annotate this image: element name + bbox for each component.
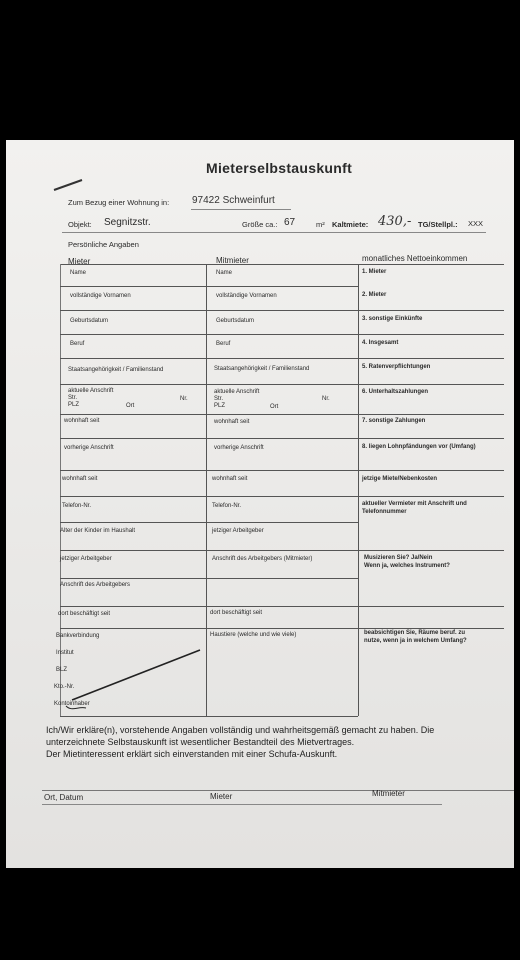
institut-label: Institut [56, 650, 74, 656]
blz-label: BLZ [56, 667, 68, 673]
mieter-nr-label: Nr. [180, 396, 188, 402]
einkommen-3: 3. sonstige Einkünfte [362, 316, 423, 322]
mieter-beschaeftigt-label: dort beschäftigt seit [58, 611, 111, 617]
mitmieter-str-label: Str. [214, 396, 224, 402]
einkommen-raeume-1: beabsichtigen Sie, Räume beruf. zu [364, 630, 466, 636]
einkommen-vermieter-2: Telefonnummer [362, 509, 407, 515]
mieter-arbeitgeber-label: jetziger Arbeitgeber [60, 556, 112, 562]
mitmieter-vorherige-label: vorherige Anschrift [214, 445, 264, 451]
mieter-name-label: Name [70, 270, 87, 276]
mieter-ort-label: Ort [126, 403, 135, 409]
anschrift-ag-label: Anschrift des Arbeitgebers [60, 582, 131, 588]
declaration-line-2: unterzeichnete Selbstauskunft ist wesentlicher Bestandteil des Mietvertrages. [46, 737, 355, 747]
einkommen-8: 8. liegen Lohnpfändungen vor (Umfang) [362, 444, 476, 450]
einkommen-raeume-2: nutze, wenn ja in welchem Umfang? [364, 638, 467, 644]
bezug-value: 97422 Schweinfurt [192, 195, 275, 206]
mitmieter-plz-label: PLZ [214, 403, 226, 409]
mitmieter-vornamen-label: vollständige Vornamen [216, 293, 277, 299]
kontoinhaber-label: Kontoinhaber [54, 701, 90, 707]
anschrift-ag-mit-label: Anschrift des Arbeitgebers (Mitmieter) [212, 556, 313, 562]
tg-value: XXX [468, 219, 484, 228]
mieter-signature-label: Mieter [210, 792, 233, 801]
qm-label: m² [316, 220, 325, 229]
einkommen-miete: jetzige Miete/Nebenkosten [362, 476, 438, 482]
kinder-label: Alter der Kinder im Haushalt [60, 528, 136, 534]
mitmieter-anschrift-label: aktuelle Anschrift [214, 389, 260, 395]
einkommen-1: 1. Mieter [362, 269, 387, 275]
strike-line [72, 650, 200, 700]
tg-label: TG/Stellpl.: [418, 220, 458, 229]
einkommen-6: 6. Unterhaltszahlungen [362, 389, 429, 395]
declaration-line-1: Ich/Wir erkläre(n), vorstehende Angaben vollständig und wahrheitsgemäß gemacht zu haben. Die [46, 725, 435, 735]
einkommen-2: 2. Mieter [362, 292, 387, 298]
mieter-wohnhaft-label: wohnhaft seit [64, 418, 100, 424]
mieter-str-label: Str. [68, 395, 78, 401]
einkommen-7: 7. sonstige Zahlungen [362, 418, 426, 424]
mieter-vornamen-label: vollständige Vornamen [70, 293, 131, 299]
mitmieter-beschaeftigt-label: dort beschäftigt seit [210, 610, 263, 616]
mitmieter-name-label: Name [216, 270, 233, 276]
mieter-staat-label: Staatsangehörigkeit / Familienstand [68, 367, 164, 373]
mitmieter-wohnhaft-label: wohnhaft seit [214, 419, 250, 425]
kto-label: Kto.-Nr. [54, 684, 75, 690]
einkommen-vermieter-1: aktueller Vermieter mit Anschrift und [362, 501, 467, 507]
mieter-geburtsdatum-label: Geburtsdatum [70, 318, 109, 324]
pen-mark [54, 180, 82, 190]
mitmieter-beruf-label: Beruf [216, 341, 231, 347]
einkommen-musizieren-2: Wenn ja, welches Instrument? [364, 563, 450, 569]
mitmieter-arbeitgeber-label: jetziger Arbeitgeber [212, 528, 264, 534]
groesse-value: 67 [284, 217, 296, 228]
mitmieter-telefon-label: Telefon-Nr. [212, 503, 242, 509]
document-title: Mieterselbstauskunft [206, 160, 353, 176]
mieter-wohnhaft2-label: wohnhaft seit [62, 476, 98, 482]
groesse-label: Größe ca.: [242, 220, 278, 229]
einkommen-4: 4. Insgesamt [362, 340, 399, 346]
mitmieter-wohnhaft2-label: wohnhaft seit [212, 476, 248, 482]
bezug-label: Zum Bezug einer Wohnung in: [68, 198, 170, 207]
einkommen-musizieren-1: Musizieren Sie? Ja/Nein [364, 555, 433, 561]
mitmieter-nr-label: Nr. [322, 396, 330, 402]
mieter-anschrift-label: aktuelle Anschrift [68, 388, 114, 394]
bank-label: Bankverbindung [56, 633, 100, 639]
kaltmiete-value: 430,- [378, 214, 412, 229]
mieter-vorherige-label: vorherige Anschrift [64, 445, 114, 451]
col-mieter: Mieter [68, 257, 91, 266]
mitmieter-signature-label: Mitmieter [372, 789, 405, 798]
objekt-label: Objekt: [68, 220, 92, 229]
einkommen-5: 5. Ratenverpflichtungen [362, 364, 431, 370]
mieter-telefon-label: Telefon-Nr. [62, 503, 92, 509]
ort-datum-label: Ort, Datum [44, 793, 84, 802]
haustiere-label: Haustiere (welche und wie viele) [210, 632, 297, 638]
objekt-value: Segnitzstr. [104, 217, 151, 228]
mitmieter-geburtsdatum-label: Geburtsdatum [216, 318, 255, 324]
document-page [6, 140, 514, 868]
col-mitmieter: Mitmieter [216, 256, 249, 265]
mieter-plz-label: PLZ [68, 402, 80, 408]
mieter-beruf-label: Beruf [70, 341, 85, 347]
scribble-mark [66, 706, 86, 709]
mitmieter-ort-label: Ort [270, 404, 279, 410]
kaltmiete-label: Kaltmiete: [332, 220, 369, 229]
declaration-line-3: Der Mietinteressent erklärt sich einverstanden mit einer Schufa-Auskunft. [46, 749, 338, 759]
persoenliche-angaben-label: Persönliche Angaben [68, 240, 139, 249]
col-einkommen: monatliches Nettoeinkommen [362, 254, 468, 263]
mitmieter-staat-label: Staatsangehörigkeit / Familienstand [214, 366, 310, 372]
